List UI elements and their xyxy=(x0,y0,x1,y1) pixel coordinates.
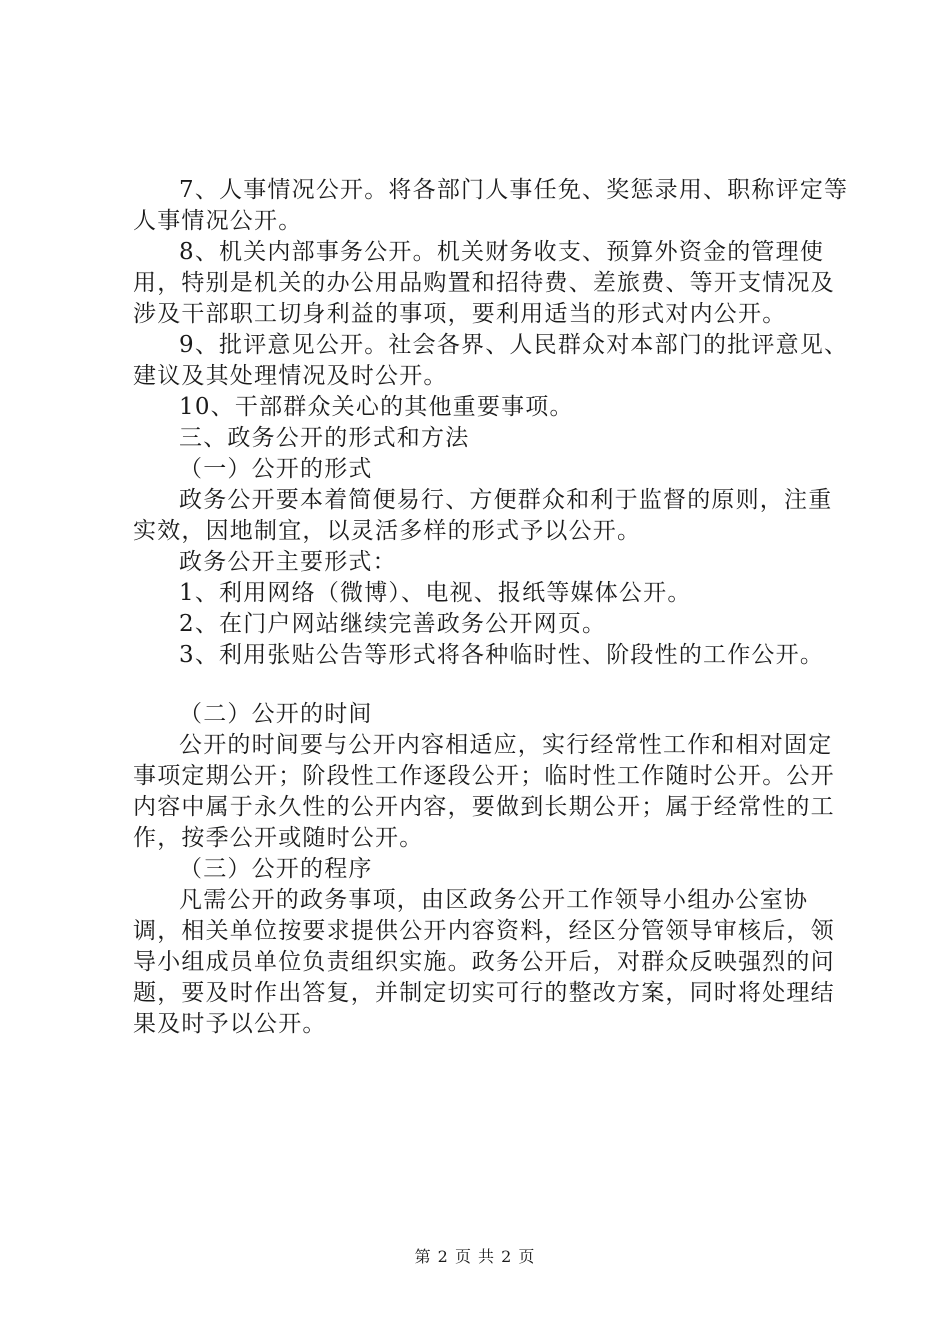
subheading-timing: （二）公开的时间 xyxy=(179,701,373,727)
paragraph-other-matters: 10、干部群众关心的其他重要事项。 xyxy=(179,394,574,420)
subheading-forms: （一）公开的形式 xyxy=(179,456,373,482)
list-item-media: 1、利用网络（微博）、电视、报纸等媒体公开。 xyxy=(179,580,692,606)
list-item-portal: 2、在门户网站继续完善政务公开网页。 xyxy=(179,611,607,637)
paragraph-main-forms: 政务公开主要形式： xyxy=(179,549,397,575)
paragraph-forms-principle: 政务公开要本着简便易行、方便群众和利于监督的原则，注重实效，因地制宜，以灵活多样的形式予以公开。 xyxy=(133,487,833,544)
paragraph-criticism: 9、批评意见公开。社会各界、人民群众对本部门的批评意见、建议及其处理情况及时公开。 xyxy=(133,332,849,389)
spacer xyxy=(133,671,853,699)
paragraph-procedure: 凡需公开的政务事项，由区政务公开工作领导小组办公室协调，相关单位按要求提供公开内容资料，经区分管领导审核后，领导小组成员单位负责组织实施。政务公开后，对群众反映强烈的问题，要及时作出答复，并制定切实可行的整改方案，同时将处理结果及时予以公开。 xyxy=(133,887,835,1037)
document-body xyxy=(133,175,853,1040)
subheading-procedure: （三）公开的程序 xyxy=(179,856,373,882)
paragraph-internal-affairs: 8、机关内部事务公开。机关财务收支、预算外资金的管理使用，特别是机关的办公用品购置和招待费、差旅费、等开支情况及涉及干部职工切身利益的事项，要利用适当的形式对内公开。 xyxy=(133,239,835,327)
page-footer: 第 2 页 共 2 页 xyxy=(414,1247,536,1266)
list-item-notices: 3、利用张贴公告等形式将各种临时性、阶段性的工作公开。 xyxy=(179,642,825,668)
paragraph-timing: 公开的时间要与公开内容相适应，实行经常性工作和相对固定事项定期公开；阶段性工作逐段公开；临时性工作随时公开。公开内容中属于永久性的公开内容，要做到长期公开；属于经常性的工作，按季公开或随时公开。 xyxy=(133,732,835,851)
section-heading-forms-methods: 三、政务公开的形式和方法 xyxy=(179,425,470,451)
paragraph-personnel: 7、人事情况公开。将各部门人事任免、奖惩录用、职称评定等人事情况公开。 xyxy=(133,177,849,234)
